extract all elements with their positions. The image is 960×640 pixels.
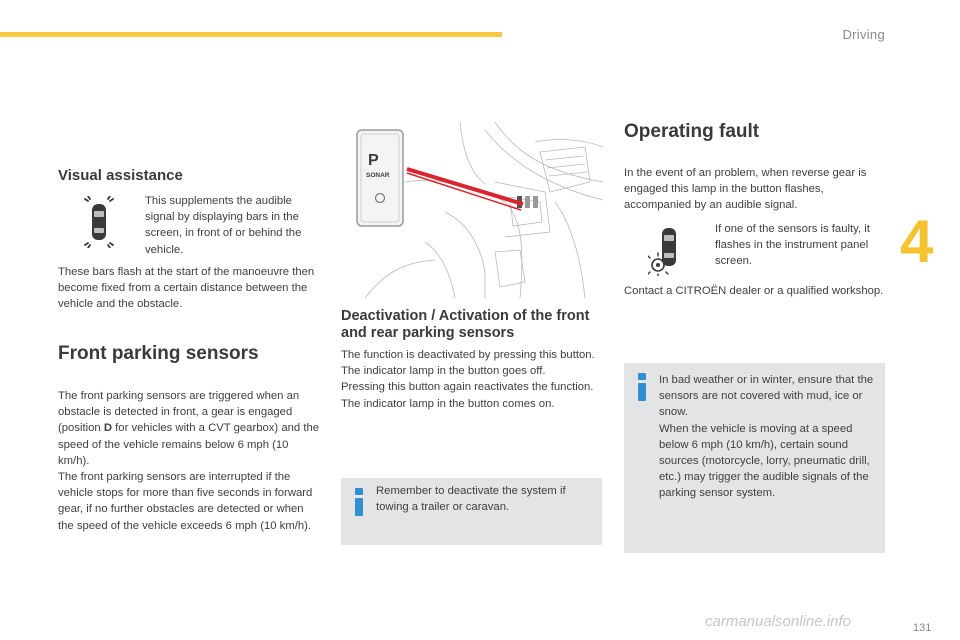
weather-info-2: When the vehicle is moving at a speed below 6 mph (10 km/h), certain sound sources (motorcycle, lorry, pneumatic drill, etc.) may trigger the audible signals of the parking sensor system. (659, 422, 870, 500)
visual-assistance-icon-text: This supplements the audible signal by displaying bars in the screen, in front of or behind the vehicle. (145, 195, 302, 256)
section-header: Driving (842, 27, 885, 42)
towing-info-box (341, 478, 602, 545)
weather-info-text (659, 372, 879, 502)
info-icon (638, 373, 646, 401)
sensor-fault-car-icon (648, 224, 684, 276)
page-number: 131 (913, 622, 932, 634)
visual-assistance-heading: Visual assistance (58, 167, 183, 184)
weather-info-box (624, 363, 885, 553)
deactivation-body-1: The function is deactivated by pressing this button. The indicator lamp in the button goes off. (341, 349, 595, 378)
parking-sensor-car-icon (82, 196, 116, 248)
watermark: carmanualsonline.info (705, 613, 851, 630)
deactivation-heading: Deactivation / Activation of the front and rear parking sensors (341, 308, 590, 341)
weather-info-1: In bad weather or in winter, ensure that the sensors are not covered with mud, ice or snow. (659, 374, 874, 419)
deactivation-body (341, 347, 603, 412)
sonar-button-label: SONAR (366, 172, 390, 179)
sensor-fault-icon-text: If one of the sensors is faulty, it flashes in the instrument panel screen. (715, 223, 870, 268)
visual-assistance-body: These bars flash at the start of the manoeuvre then become fixed from a certain distance between the vehicle and the obstacle. (58, 266, 315, 311)
gear-position: D (103, 422, 113, 435)
dashboard-illustration (345, 122, 603, 298)
front-parking-body (58, 388, 320, 534)
chapter-number: 4 (900, 208, 934, 275)
sonar-button-symbol: P (368, 152, 379, 169)
operating-fault-body-2: Contact a CITROËN dealer or a qualified workshop. (624, 285, 884, 297)
front-parking-body-1: The front parking sensors are triggered when an obstacle is detected in front, a gear is engaged (position (58, 390, 300, 435)
operating-fault-heading: Operating fault (624, 121, 760, 142)
front-parking-body-2: for vehicles with a CVT gearbox) and the speed of the vehicle remains below 6 mph (10 km/h). (58, 422, 320, 467)
deactivation-body-2: Pressing this button again reactivates the function. The indicator lamp in the button comes on. (341, 381, 594, 410)
towing-info-text: Remember to deactivate the system if towing a trailer or caravan. (376, 485, 566, 514)
front-parking-heading: Front parking sensors (58, 343, 259, 364)
operating-fault-body-1: In the event of an problem, when reverse gear is engaged this lamp in the button flashes, accompanied by an audible signal. (624, 167, 867, 212)
top-accent-bar (0, 32, 502, 37)
info-icon (355, 488, 363, 516)
front-parking-body-3: The front parking sensors are interrupted if the vehicle stops for more than five seconds in forward gear, if no further obstacles are detected or when the speed of the vehicle exceeds 6 mph (10 km/h). (58, 471, 313, 532)
